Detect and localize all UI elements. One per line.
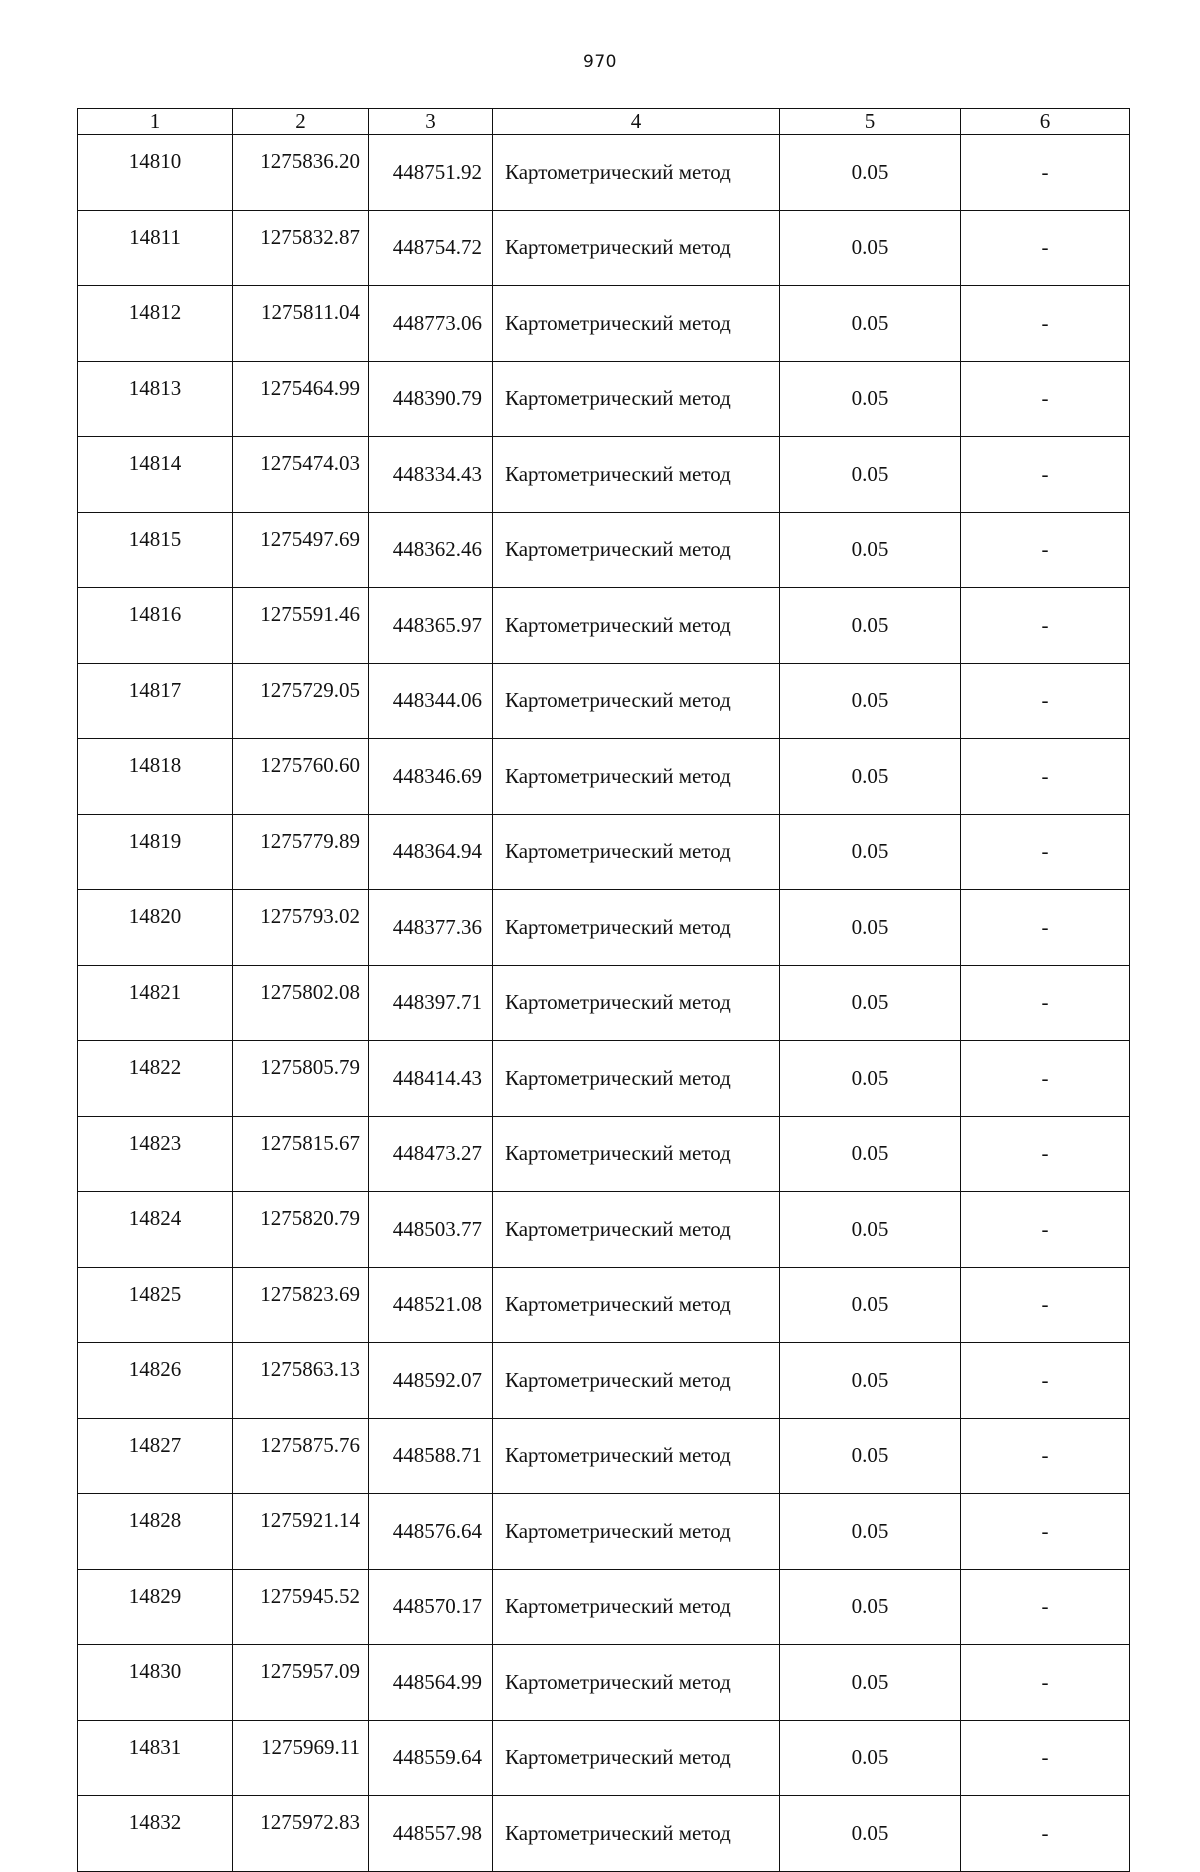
- note-cell: -: [961, 512, 1130, 588]
- method-cell: Картометрический метод: [493, 663, 780, 739]
- y-coordinate-cell: 448377.36: [369, 890, 493, 966]
- y-coordinate-cell: 448751.92: [369, 135, 493, 211]
- table-row: [78, 890, 1130, 966]
- method-cell: Картометрический метод: [493, 1116, 780, 1192]
- x-coordinate-cell: 1275811.04: [233, 286, 369, 362]
- header-col-6: 6: [961, 109, 1130, 135]
- accuracy-cell: 0.05: [780, 512, 961, 588]
- y-coordinate-cell: 448576.64: [369, 1494, 493, 1570]
- note-cell: -: [961, 1720, 1130, 1796]
- y-coordinate-cell: 448414.43: [369, 1041, 493, 1117]
- table-row: [78, 663, 1130, 739]
- x-coordinate-cell: 1275875.76: [233, 1418, 369, 1494]
- header-col-1: 1: [78, 109, 233, 135]
- accuracy-cell: 0.05: [780, 1494, 961, 1570]
- point-number-cell: 14813: [78, 361, 233, 437]
- note-cell: -: [961, 814, 1130, 890]
- y-coordinate-cell: 448592.07: [369, 1343, 493, 1419]
- table-row: [78, 1796, 1130, 1872]
- table-row: [78, 286, 1130, 362]
- method-cell: Картометрический метод: [493, 437, 780, 513]
- header-col-3: 3: [369, 109, 493, 135]
- method-cell: Картометрический метод: [493, 1343, 780, 1419]
- x-coordinate-cell: 1275497.69: [233, 512, 369, 588]
- x-coordinate-cell: 1275474.03: [233, 437, 369, 513]
- accuracy-cell: 0.05: [780, 1192, 961, 1268]
- table-row: [78, 739, 1130, 815]
- note-cell: -: [961, 1192, 1130, 1268]
- table-row: [78, 1645, 1130, 1721]
- note-cell: -: [961, 437, 1130, 513]
- point-number-cell: 14832: [78, 1796, 233, 1872]
- accuracy-cell: 0.05: [780, 210, 961, 286]
- accuracy-cell: 0.05: [780, 739, 961, 815]
- method-cell: Картометрический метод: [493, 1720, 780, 1796]
- note-cell: -: [961, 890, 1130, 966]
- table-row: [78, 1720, 1130, 1796]
- x-coordinate-cell: 1275464.99: [233, 361, 369, 437]
- method-cell: Картометрический метод: [493, 1569, 780, 1645]
- accuracy-cell: 0.05: [780, 1343, 961, 1419]
- point-number-cell: 14829: [78, 1569, 233, 1645]
- accuracy-cell: 0.05: [780, 588, 961, 664]
- y-coordinate-cell: 448773.06: [369, 286, 493, 362]
- note-cell: -: [961, 1494, 1130, 1570]
- accuracy-cell: 0.05: [780, 1796, 961, 1872]
- y-coordinate-cell: 448364.94: [369, 814, 493, 890]
- method-cell: Картометрический метод: [493, 1041, 780, 1117]
- note-cell: -: [961, 663, 1130, 739]
- y-coordinate-cell: 448754.72: [369, 210, 493, 286]
- accuracy-cell: 0.05: [780, 1116, 961, 1192]
- point-number-cell: 14812: [78, 286, 233, 362]
- y-coordinate-cell: 448365.97: [369, 588, 493, 664]
- method-cell: Картометрический метод: [493, 739, 780, 815]
- x-coordinate-cell: 1275921.14: [233, 1494, 369, 1570]
- point-number-cell: 14814: [78, 437, 233, 513]
- method-cell: Картометрический метод: [493, 361, 780, 437]
- method-cell: Картометрический метод: [493, 210, 780, 286]
- x-coordinate-cell: 1275836.20: [233, 135, 369, 211]
- point-number-cell: 14822: [78, 1041, 233, 1117]
- method-cell: Картометрический метод: [493, 965, 780, 1041]
- note-cell: -: [961, 361, 1130, 437]
- y-coordinate-cell: 448503.77: [369, 1192, 493, 1268]
- accuracy-cell: 0.05: [780, 135, 961, 211]
- x-coordinate-cell: 1275779.89: [233, 814, 369, 890]
- accuracy-cell: 0.05: [780, 1720, 961, 1796]
- y-coordinate-cell: 448390.79: [369, 361, 493, 437]
- x-coordinate-cell: 1275815.67: [233, 1116, 369, 1192]
- y-coordinate-cell: 448397.71: [369, 965, 493, 1041]
- y-coordinate-cell: 448588.71: [369, 1418, 493, 1494]
- x-coordinate-cell: 1275972.83: [233, 1796, 369, 1872]
- coordinates-table: [77, 108, 1130, 1872]
- y-coordinate-cell: 448362.46: [369, 512, 493, 588]
- point-number-cell: 14821: [78, 965, 233, 1041]
- point-number-cell: 14824: [78, 1192, 233, 1268]
- table-row: [78, 588, 1130, 664]
- table-row: [78, 965, 1130, 1041]
- table-row: [78, 1267, 1130, 1343]
- table-row: [78, 135, 1130, 211]
- method-cell: Картометрический метод: [493, 512, 780, 588]
- point-number-cell: 14815: [78, 512, 233, 588]
- method-cell: Картометрический метод: [493, 1494, 780, 1570]
- method-cell: Картометрический метод: [493, 1796, 780, 1872]
- table-row: [78, 1494, 1130, 1570]
- accuracy-cell: 0.05: [780, 965, 961, 1041]
- accuracy-cell: 0.05: [780, 1267, 961, 1343]
- y-coordinate-cell: 448334.43: [369, 437, 493, 513]
- note-cell: -: [961, 588, 1130, 664]
- point-number-cell: 14818: [78, 739, 233, 815]
- method-cell: Картометрический метод: [493, 1645, 780, 1721]
- method-cell: Картометрический метод: [493, 588, 780, 664]
- table-row: [78, 814, 1130, 890]
- point-number-cell: 14816: [78, 588, 233, 664]
- point-number-cell: 14828: [78, 1494, 233, 1570]
- method-cell: Картометрический метод: [493, 1192, 780, 1268]
- accuracy-cell: 0.05: [780, 663, 961, 739]
- point-number-cell: 14811: [78, 210, 233, 286]
- y-coordinate-cell: 448570.17: [369, 1569, 493, 1645]
- point-number-cell: 14831: [78, 1720, 233, 1796]
- method-cell: Картометрический метод: [493, 1418, 780, 1494]
- point-number-cell: 14817: [78, 663, 233, 739]
- method-cell: Картометрический метод: [493, 286, 780, 362]
- note-cell: -: [961, 1041, 1130, 1117]
- point-number-cell: 14823: [78, 1116, 233, 1192]
- header-col-2: 2: [233, 109, 369, 135]
- accuracy-cell: 0.05: [780, 814, 961, 890]
- method-cell: Картометрический метод: [493, 890, 780, 966]
- x-coordinate-cell: 1275823.69: [233, 1267, 369, 1343]
- x-coordinate-cell: 1275805.79: [233, 1041, 369, 1117]
- y-coordinate-cell: 448557.98: [369, 1796, 493, 1872]
- table-row: [78, 1343, 1130, 1419]
- x-coordinate-cell: 1275832.87: [233, 210, 369, 286]
- x-coordinate-cell: 1275729.05: [233, 663, 369, 739]
- table-row: [78, 1418, 1130, 1494]
- table-body: [78, 135, 1130, 1872]
- page-number: 970: [583, 52, 617, 72]
- accuracy-cell: 0.05: [780, 1418, 961, 1494]
- y-coordinate-cell: 448344.06: [369, 663, 493, 739]
- method-cell: Картометрический метод: [493, 814, 780, 890]
- point-number-cell: 14820: [78, 890, 233, 966]
- note-cell: -: [961, 1267, 1130, 1343]
- accuracy-cell: 0.05: [780, 437, 961, 513]
- point-number-cell: 14810: [78, 135, 233, 211]
- note-cell: -: [961, 1418, 1130, 1494]
- note-cell: -: [961, 135, 1130, 211]
- x-coordinate-cell: 1275863.13: [233, 1343, 369, 1419]
- x-coordinate-cell: 1275591.46: [233, 588, 369, 664]
- point-number-cell: 14819: [78, 814, 233, 890]
- y-coordinate-cell: 448473.27: [369, 1116, 493, 1192]
- table-row: [78, 1569, 1130, 1645]
- y-coordinate-cell: 448559.64: [369, 1720, 493, 1796]
- table-row: [78, 1116, 1130, 1192]
- x-coordinate-cell: 1275793.02: [233, 890, 369, 966]
- note-cell: -: [961, 965, 1130, 1041]
- note-cell: -: [961, 1569, 1130, 1645]
- accuracy-cell: 0.05: [780, 1041, 961, 1117]
- table-header-row: [78, 109, 1130, 135]
- x-coordinate-cell: 1275945.52: [233, 1569, 369, 1645]
- note-cell: -: [961, 210, 1130, 286]
- table-row: [78, 361, 1130, 437]
- header-col-4: 4: [493, 109, 780, 135]
- y-coordinate-cell: 448346.69: [369, 739, 493, 815]
- note-cell: -: [961, 1343, 1130, 1419]
- accuracy-cell: 0.05: [780, 286, 961, 362]
- table-row: [78, 210, 1130, 286]
- x-coordinate-cell: 1275957.09: [233, 1645, 369, 1721]
- y-coordinate-cell: 448564.99: [369, 1645, 493, 1721]
- point-number-cell: 14830: [78, 1645, 233, 1721]
- x-coordinate-cell: 1275760.60: [233, 739, 369, 815]
- note-cell: -: [961, 286, 1130, 362]
- accuracy-cell: 0.05: [780, 1645, 961, 1721]
- table-row: [78, 437, 1130, 513]
- method-cell: Картометрический метод: [493, 135, 780, 211]
- note-cell: -: [961, 1796, 1130, 1872]
- table-row: [78, 512, 1130, 588]
- point-number-cell: 14825: [78, 1267, 233, 1343]
- x-coordinate-cell: 1275969.11: [233, 1720, 369, 1796]
- point-number-cell: 14827: [78, 1418, 233, 1494]
- note-cell: -: [961, 1116, 1130, 1192]
- y-coordinate-cell: 448521.08: [369, 1267, 493, 1343]
- accuracy-cell: 0.05: [780, 1569, 961, 1645]
- x-coordinate-cell: 1275820.79: [233, 1192, 369, 1268]
- table-row: [78, 1192, 1130, 1268]
- point-number-cell: 14826: [78, 1343, 233, 1419]
- table-row: [78, 1041, 1130, 1117]
- accuracy-cell: 0.05: [780, 890, 961, 966]
- note-cell: -: [961, 1645, 1130, 1721]
- header-col-5: 5: [780, 109, 961, 135]
- method-cell: Картометрический метод: [493, 1267, 780, 1343]
- x-coordinate-cell: 1275802.08: [233, 965, 369, 1041]
- note-cell: -: [961, 739, 1130, 815]
- accuracy-cell: 0.05: [780, 361, 961, 437]
